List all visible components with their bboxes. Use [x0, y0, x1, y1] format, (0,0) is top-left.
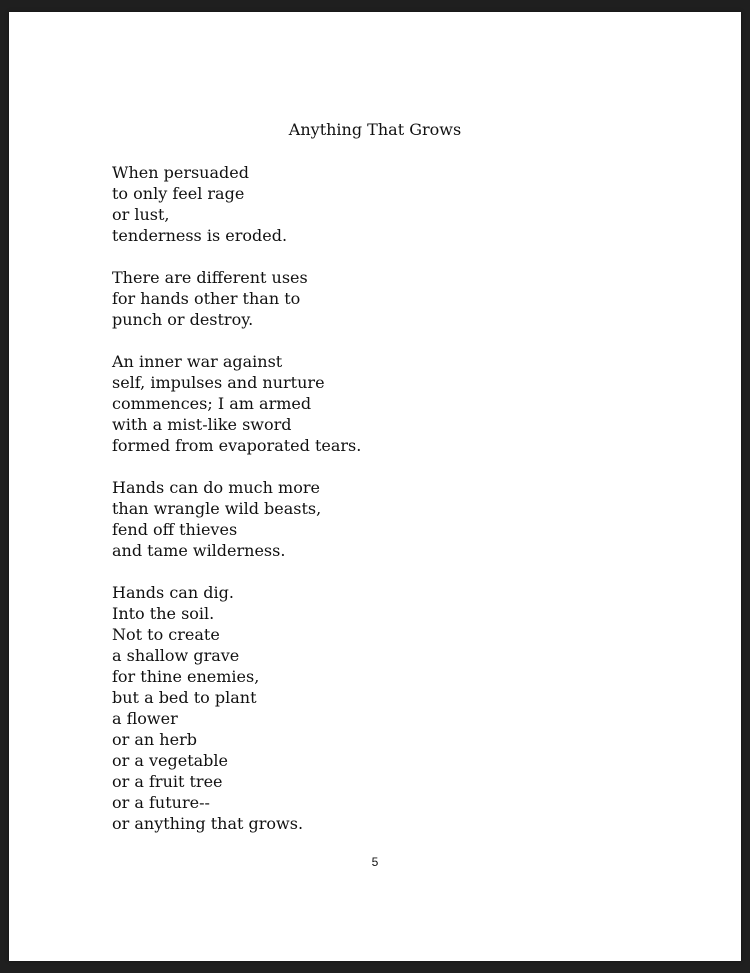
poem-line: When persuaded: [112, 163, 249, 182]
poem-line: than wrangle wild beasts,: [112, 499, 322, 518]
poem-line: Into the soil.: [112, 604, 215, 623]
poem-line: a flower: [112, 709, 178, 728]
poem-line: An inner war against: [112, 352, 283, 371]
poem-line: or lust,: [112, 205, 170, 224]
stanza: [112, 267, 361, 330]
poem-line: or a future--: [112, 793, 210, 812]
poem-line: punch or destroy.: [112, 310, 254, 329]
poem-line: or an herb: [112, 730, 197, 749]
poem-line: and tame wilderness.: [112, 541, 286, 560]
poem-line: Hands can do much more: [112, 478, 320, 497]
stanza: [112, 162, 361, 246]
poem-line: self, impulses and nurture: [112, 373, 325, 392]
stanza: [112, 582, 361, 834]
poem-line: Hands can dig.: [112, 583, 234, 602]
poem-line: for thine enemies,: [112, 667, 260, 686]
document-page: [9, 12, 741, 961]
poem-body: [112, 162, 361, 855]
poem-line: There are different uses: [112, 268, 308, 287]
poem-line: tenderness is eroded.: [112, 226, 288, 245]
poem-line: or anything that grows.: [112, 814, 304, 833]
stanza: [112, 477, 361, 561]
poem-line: commences; I am armed: [112, 394, 312, 413]
poem-line: Not to create: [112, 625, 220, 644]
poem-line: or a vegetable: [112, 751, 229, 770]
poem-line: a shallow grave: [112, 646, 240, 665]
poem-title: Anything That Grows: [288, 120, 462, 139]
poem-line: for hands other than to: [112, 289, 301, 308]
poem-line: formed from evaporated tears.: [112, 436, 362, 455]
poem-line: to only feel rage: [112, 184, 245, 203]
poem-line: but a bed to plant: [112, 688, 257, 707]
page-number: 5: [371, 855, 379, 869]
stanza: [112, 351, 361, 456]
poem-line: fend off thieves: [112, 520, 238, 539]
poem-line: with a mist-like sword: [112, 415, 292, 434]
poem-line: or a fruit tree: [112, 772, 223, 791]
